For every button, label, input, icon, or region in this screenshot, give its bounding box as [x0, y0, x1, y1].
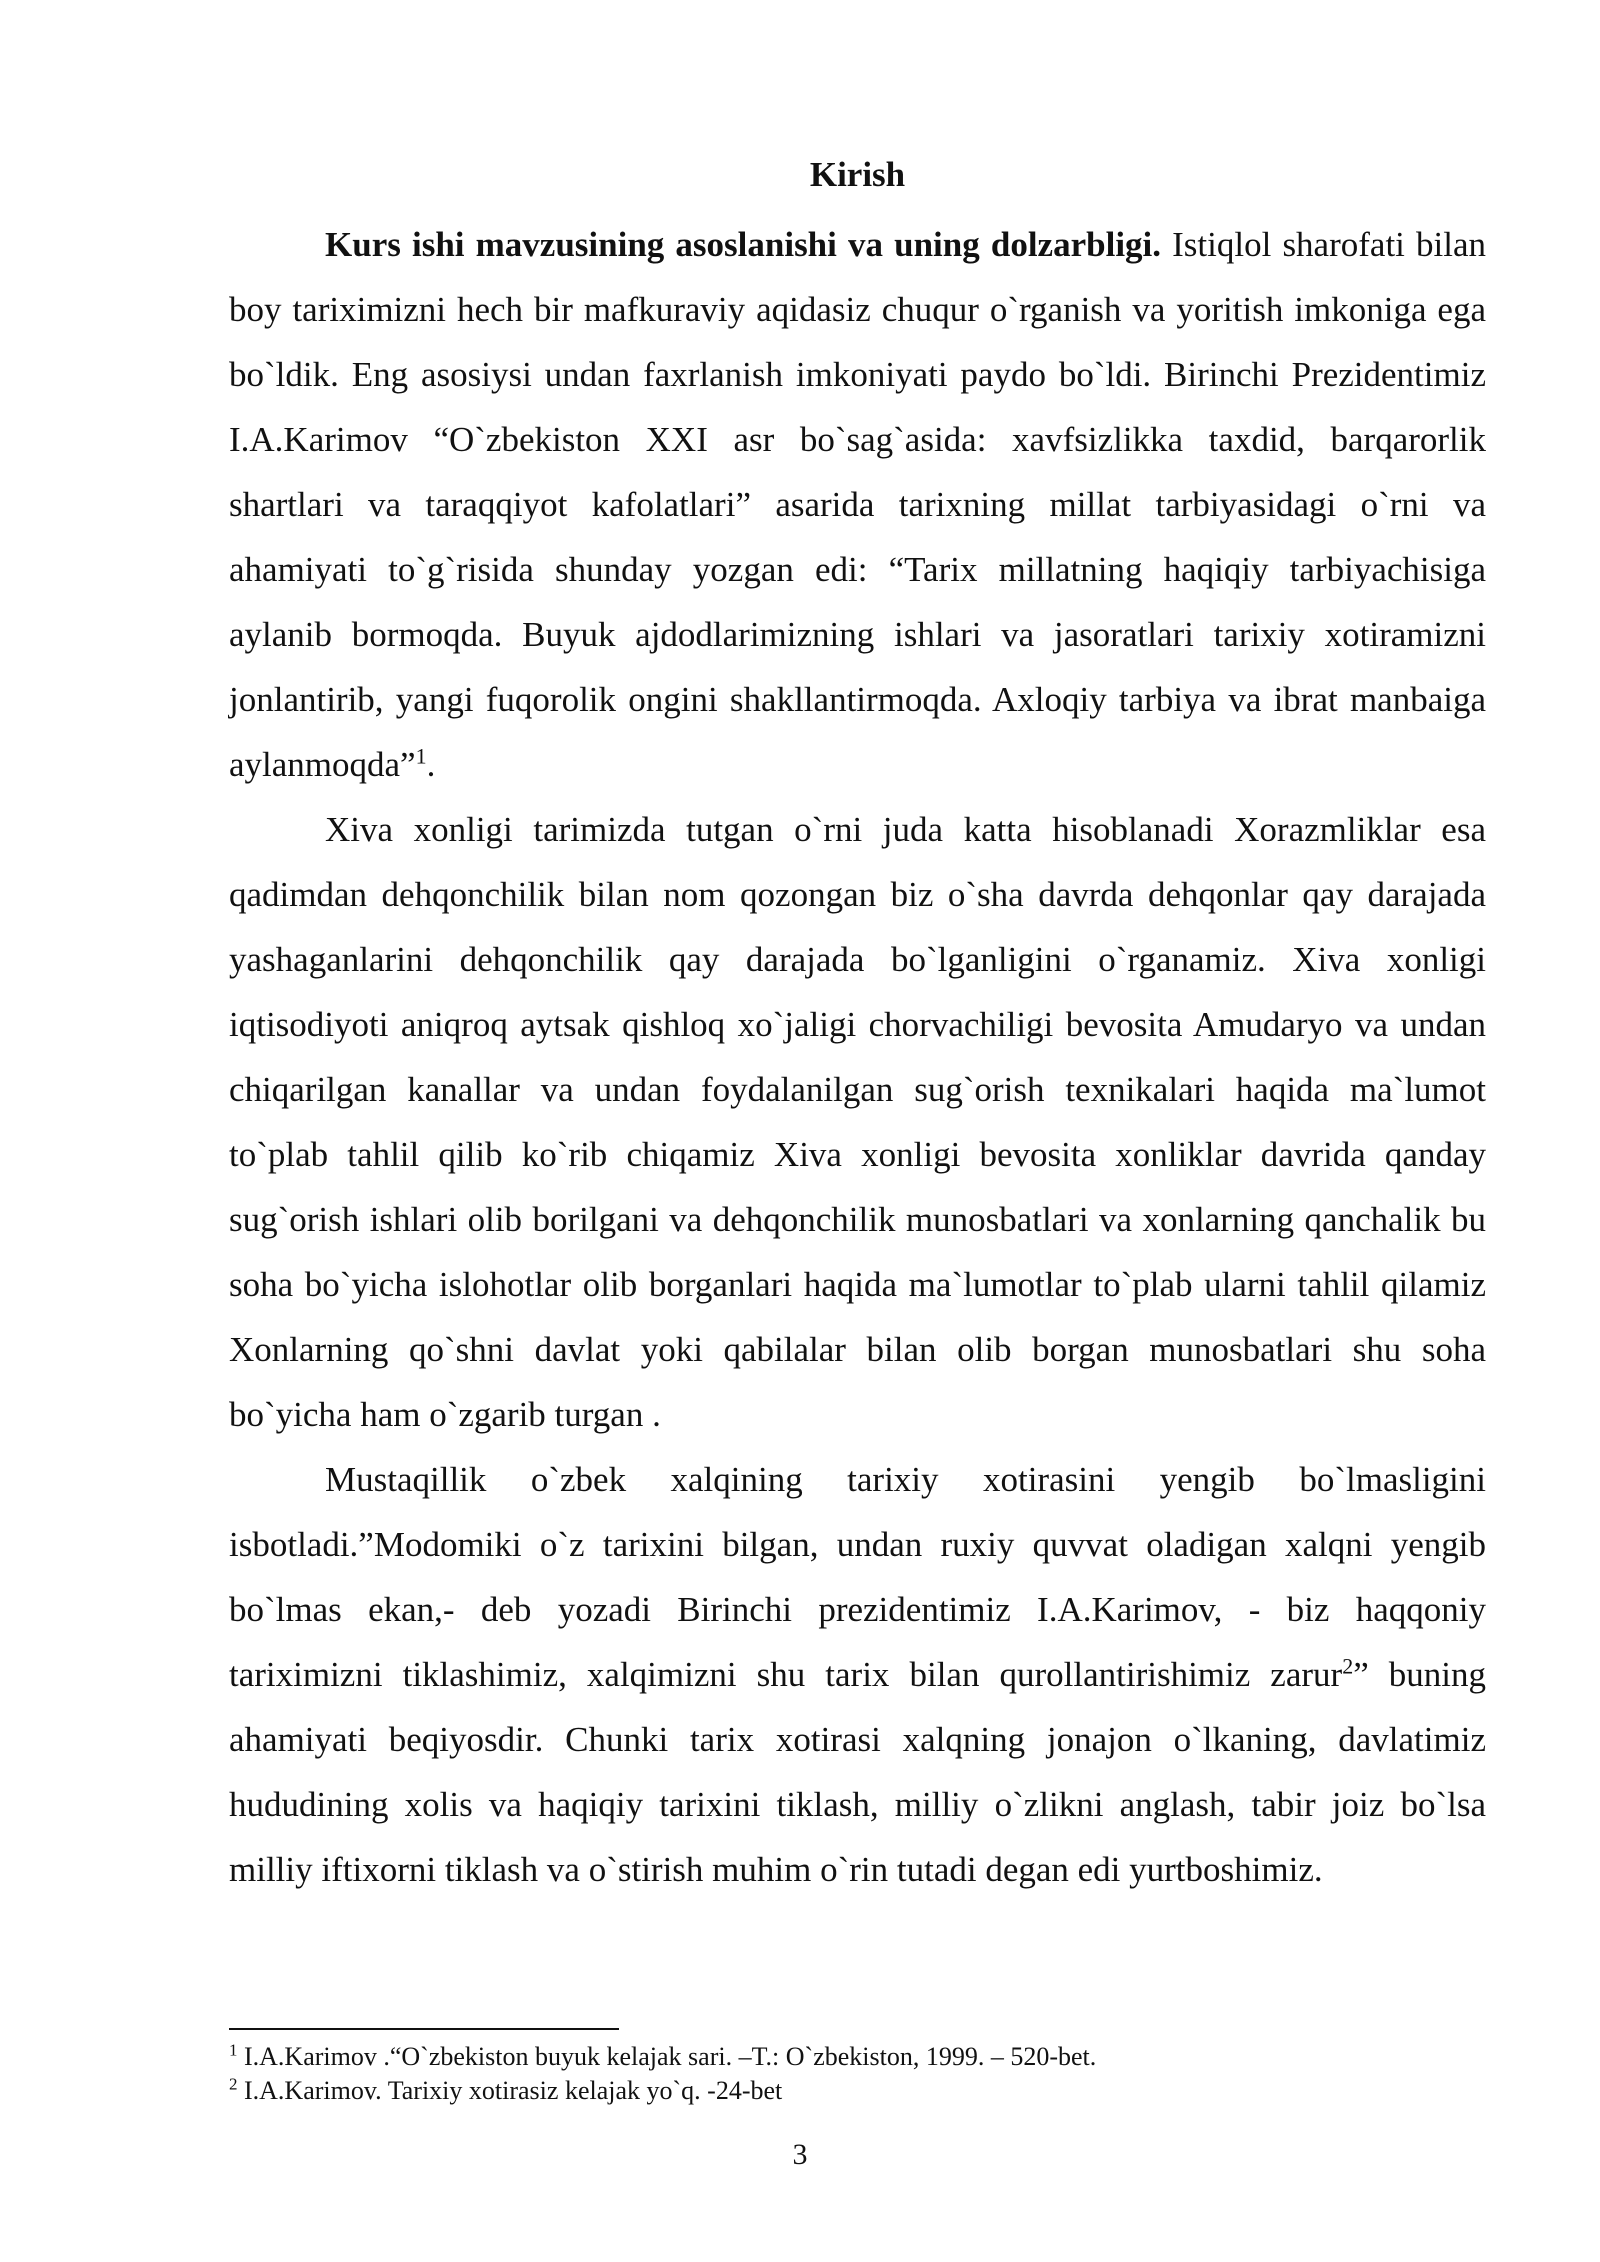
footnote-text: I.A.Karimov. Tarixiy xotirasiz kelajak yo`q. -24-bet — [237, 2076, 783, 2105]
footnote-reference: 1 — [415, 743, 427, 769]
footnotes — [229, 2040, 1486, 2108]
footnote-2 — [229, 2074, 1486, 2108]
page-number: 3 — [792, 2138, 808, 2171]
paragraph-text-end: . — [426, 745, 436, 784]
footnote-text: I.A.Karimov .“O`zbekiston buyuk kelajak sari. –T.: O`zbekiston, 1999. – 520-bet. — [237, 2042, 1097, 2071]
paragraph-introduction — [229, 212, 1486, 797]
paragraph-independence — [229, 1447, 1486, 1902]
footnote-reference: 2 — [1342, 1653, 1354, 1679]
body-text — [229, 148, 1486, 1902]
footnote-separator — [229, 2028, 619, 2030]
paragraph-xiva-khanate: Xiva xonligi tarimizda tutgan o`rni juda katta hisoblanadi Xorazmliklar esa qadimdan dehqonchilik bilan nom qozongan biz o`sha davrda dehqonlar qay darajada yashaganlarini dehqonchilik qay darajada bo`lganligini o`rganamiz. Xiva xonligi iqtisodiyoti aniqroq aytsak qishloq xo`jaligi chorvachiligi bevosita Amudaryo va undan chiqarilgan kanallar va undan foydalanilgan sug`orish texnikalari haqida ma`lumot to`plab tahlil qilib ko`rib chiqamiz Xiva xonligi bevosita xonliklar davrida qanday sug`orish ishlari olib borilgani va dehqonchilik munosbatlari va xonlarning qanchalik bu soha bo`yicha islohotlar olib borganlari haqida ma`lumotlar to`plab ularni tahlil qilamiz Xonlarning qo`shni davlat yoki qabilalar bilan olib borgan munosbatlari shu soha bo`yicha ham o`zgarib turgan . — [229, 810, 1486, 1434]
paragraph-text: Istiqlol sharofati bilan boy tariximizni hech bir mafkuraviy aqidasiz chuqur o`rganish va yoritish imkoniga ega bo`ldik. Eng asosiysi undan faxrlanish imkoniyati paydo bo`ldi. Birinchi Prezidentimiz I.A.Karimov “O`zbekiston XXI asr bo`sag`asida: xavfsizlikka taxdid, barqarorlik shartlari va taraqqiyot kafolatlari” asarida tarixning millat tarbiyasidagi o`rni va ahamiyati to`g`risida shunday yozgan edi: “Tarix millatning haqiqiy tarbiyachisiga aylanib bormoqda. Buyuk ajdodlarimizning ishlari va jasoratlari tarixiy xotiramizni jonlantirib, yangi fuqorolik ongini shakllantirmoqda. Axloqiy tarbiya va ibrat manbaiga aylanmoqda” — [229, 225, 1486, 784]
footnote-mark: 1 — [229, 2040, 238, 2060]
paragraph-text: Mustaqillik o`zbek xalqining tarixiy xotirasini yengib bo`lmasligini isbotladi.”Modomiki o`z tarixini bilgan, undan ruxiy quvvat oladigan xalqni yengib bo`lmas ekan,- deb yozadi Birinchi prezidentimiz I.A.Karimov, - biz haqqoniy tariximizni tiklashimiz, xalqimizni shu tarix bilan qurollantirishimiz zarur — [229, 1460, 1486, 1694]
footnote-mark: 2 — [229, 2074, 238, 2094]
footnote-1 — [229, 2040, 1486, 2074]
paragraph-lead-heading: Kurs ishi mavzusining asoslanishi va uning dolzarbligi. — [325, 225, 1162, 264]
page-title: Kirish — [809, 155, 906, 194]
paragraph-text: ” buning ahamiyati beqiyosdir. Chunki tarix xotirasi xalqning jonajon o`lkaning, davlatimiz hududining xolis va haqiqiy tarixini tiklash, milliy o`zlikni anglash, tabir joiz bo`lsa milliy iftixorni tiklash va o`stirish muhim o`rin tutadi degan edi yurtboshimiz. — [229, 1655, 1486, 1889]
